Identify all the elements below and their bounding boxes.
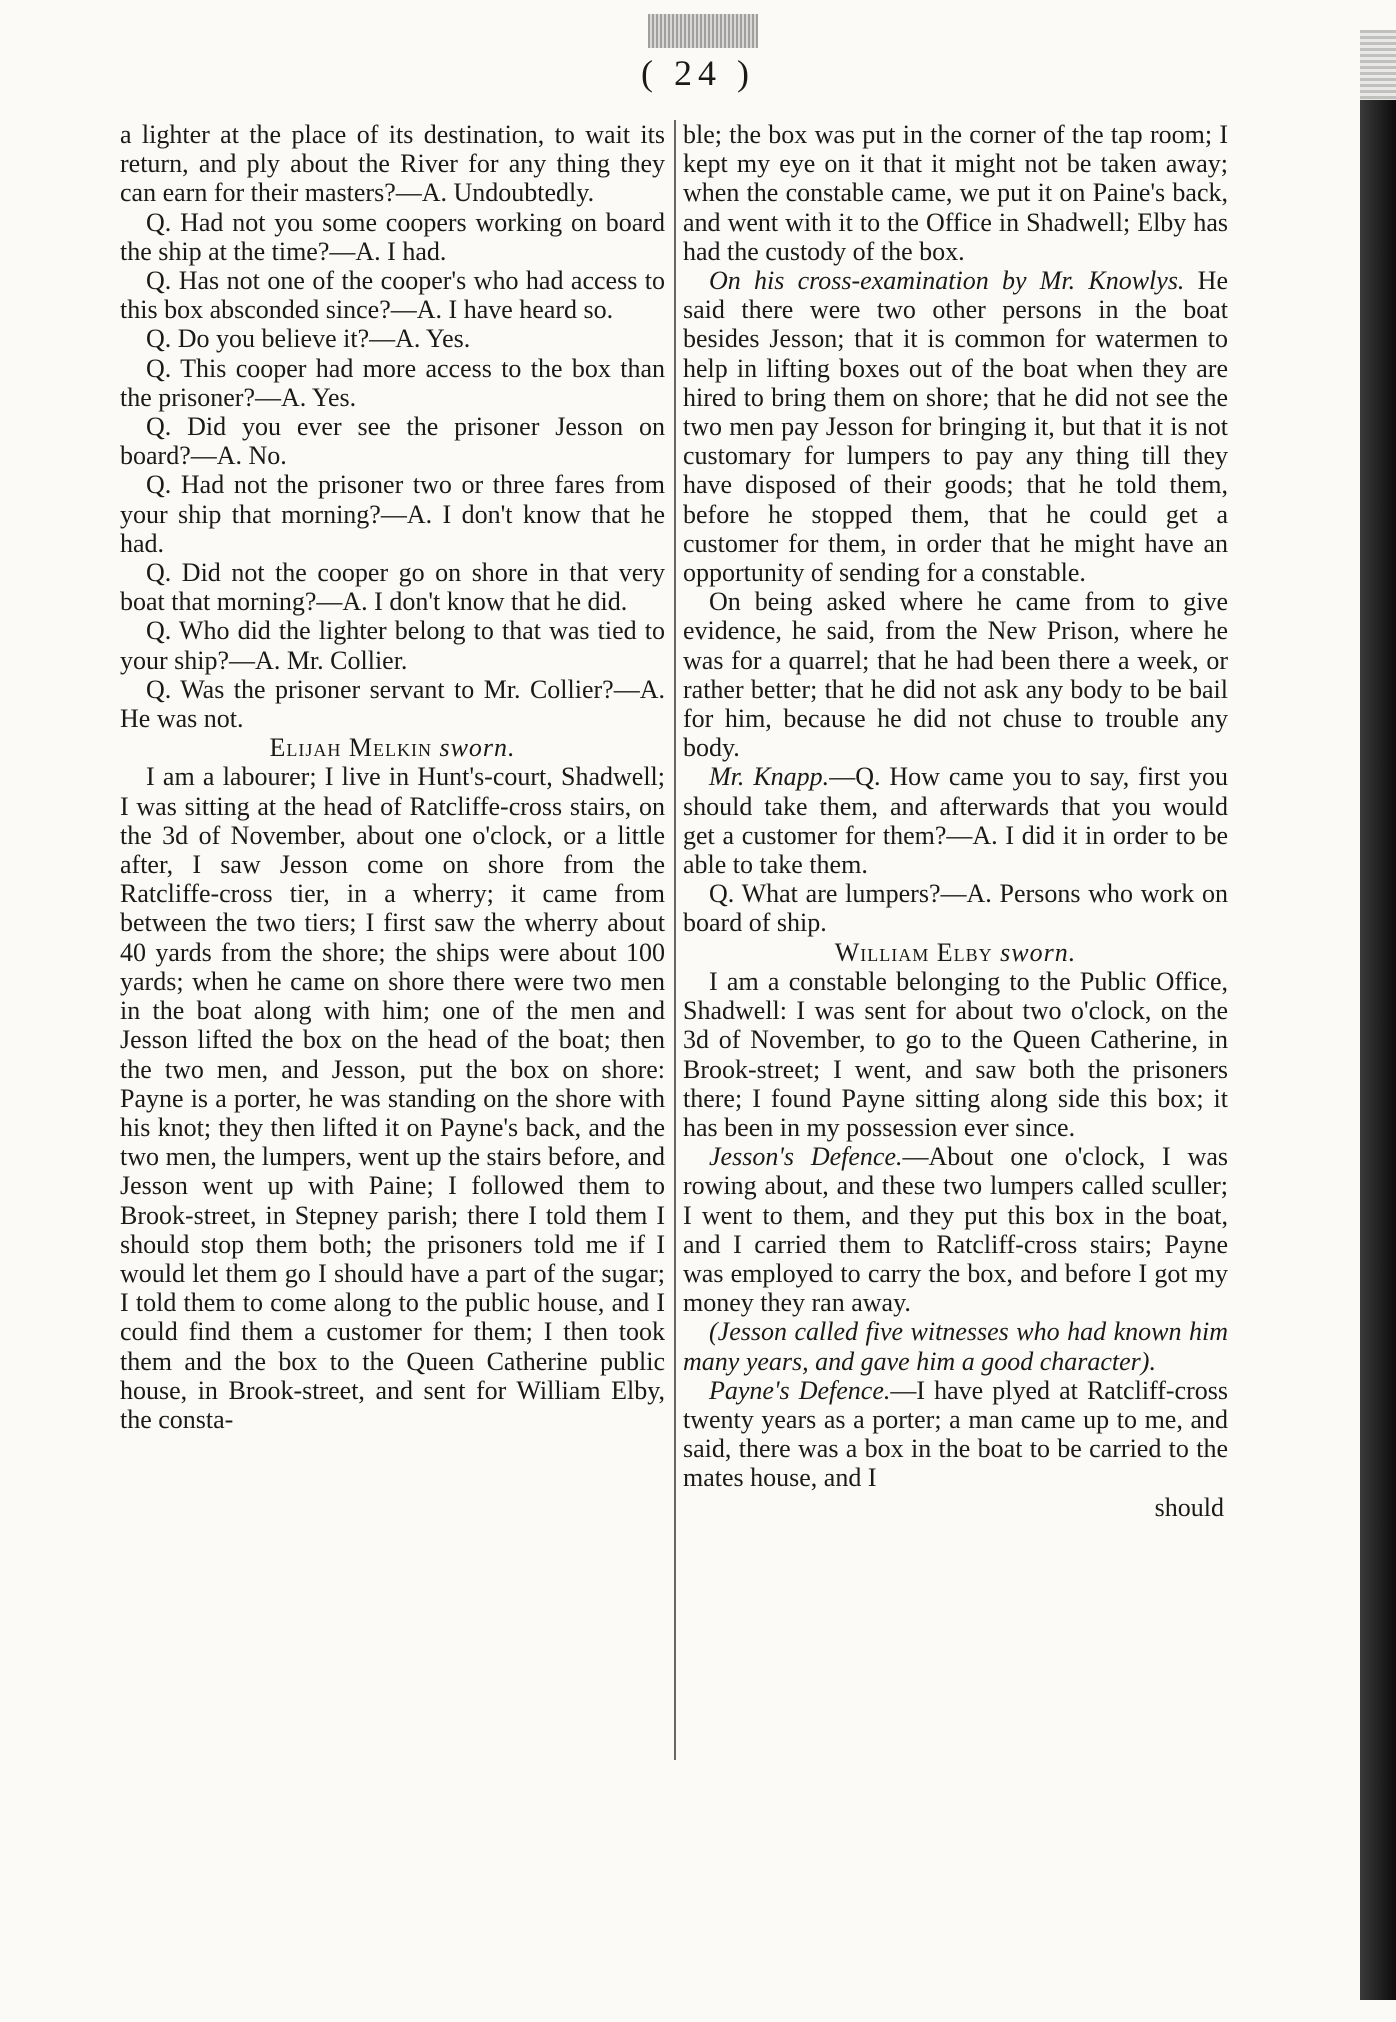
testimony-paragraph: I am a constable belonging to the Public Office, Shadwell: I was sent for about two o'clock, on the 3d of November, to go to the Queen Catherine, in Brook-street; I went, and saw both the prisoners there; I found Payne sitting along side this box; it has been in my possession ever since. (683, 966, 1228, 1142)
witness-name: William Elby (834, 937, 993, 967)
right-column (683, 120, 1228, 1760)
left-column (120, 120, 665, 1760)
examination-text: —Q. How came you to say, first you should take them, and afterwards that you would get a customer for them?—A. I did it in order to be able to take them. (683, 762, 1228, 880)
examination-paragraph (683, 762, 1228, 879)
page-number: ( 24 ) (641, 53, 755, 93)
question-answer: Q. Do you believe it?—A. Yes. (146, 324, 471, 354)
question-answer: Q. This cooper had more access to the box than the prisoner?—A. Yes. (120, 353, 665, 412)
question-answer: Q. Has not one of the cooper's who had access to this box absconded since?—A. I have heard so. (120, 266, 665, 325)
question-answer: Q. Had not the prisoner two or three fares from your ship that morning?—A. I don't know that he had. (120, 470, 665, 558)
cross-examination-text: He said there were two other persons in the boat besides Jesson; that it is common for watermen to help in lifting boxes out of the boat when they are hired to bring them on shore; that he did not see the two men pay Jesson for bringing it, but that it is not customary for lumpers to pay any thing till they have disposed of their goods; that he told them, before he stopped them, that he could get a customer for them, in order that he might have an opportunity of sending for a constable. (683, 266, 1228, 588)
cross-examination-label: On his cross-examination by Mr. Knowlys. (709, 266, 1185, 296)
paragraph: a lighter at the place of its destination, to wait its return, and ply about the River for any thing they can earn for their masters?—A. Undoubtedly. (120, 120, 665, 208)
question-answer: Q. Did you ever see the prisoner Jesson on board?—A. No. (120, 412, 665, 471)
defence-text: —I have plyed at Ratcliff-cross twenty years as a porter; a man came up to me, and said, there was a box in the boat to be carried to the mates house, and I (683, 1375, 1228, 1493)
question-answer: Q. Who did the lighter belong to that was tied to your ship?—A. Mr. Collier. (120, 616, 665, 675)
defence-label: Jesson's Defence. (709, 1142, 903, 1172)
testimony-paragraph: I am a labourer; I live in Hunt's-court, Shadwell; I was sitting at the head of Ratcliffe-cross stairs, on the 3d of November, about one o'clock, or a little after, I saw Jesson come on shore from the Ratcliffe-cross tier, in a wherry; it came from between the two tiers; I first saw the wherry about 40 yards from the shore; the ships were about 100 yards; when he came on shore there were two men in the boat along with him; one of the men and Jesson lifted the box on the head of the boat; then the two men, and Jesson, put the box on shore: Payne is a porter, he was standing on the shore with his knot; they then lifted it on Payne's back, and the two men, the lumpers, went up the stairs before, and Jesson went up with Paine; I followed them to Brook-street, in Stepney parish; there I told them I should stop them both; the prisoners told me if I would let them go I should have a part of the sugar; I told them to come along to the public house, and I could find them a customer for them; I then took them and the box to the Queen Catherine public house, in Brook-street, and sent for William Elby, the consta- (120, 762, 665, 1434)
witness-name: Elijah Melkin (269, 733, 432, 763)
paragraph: ble; the box was put in the corner of the tap room; I kept my eye on it that it might not be taken away; when the constable came, we put it on Paine's back, and went with it to the Office in Shadwell; Elby has had the custody of the box. (683, 120, 1228, 266)
question-answer: Q. What are lumpers?—A. Persons who work on board of ship. (683, 879, 1228, 938)
cross-examination-paragraph (683, 266, 1228, 587)
question-answer: Q. Did not the cooper go on shore in that very boat that morning?—A. I don't know that he did. (120, 558, 665, 617)
witness-sworn: sworn. (439, 733, 516, 763)
head-ornament (648, 14, 758, 48)
question-answer: Q. Had not you some coopers working on board the ship at the time?—A. I had. (120, 207, 665, 266)
defence-text: —About one o'clock, I was rowing about, and these two lumpers called sculler; I went to them, and they put this box in the boat, and I carried them to Ratcliff-cross stairs; Payne was employed to carry the box, and before I got my money they ran away. (683, 1142, 1228, 1318)
column-rule (674, 120, 676, 1760)
catchword: should (1154, 1492, 1224, 1522)
witness-heading (683, 938, 1228, 967)
paragraph: On being asked where he came from to give evidence, he said, from the New Prison, where he was for a quarrel; that he had been there a week, or rather better; that he did not ask any body to be bail for him, because he did not chuse to trouble any body. (683, 587, 1228, 763)
witness-sworn: sworn. (1000, 937, 1077, 967)
witness-note: (Jesson called five witnesses who had known him many years, and gave him a good character). (683, 1317, 1228, 1376)
defence-paragraph (683, 1376, 1228, 1493)
question-answer: Q. Was the prisoner servant to Mr. Collier?—A. He was not. (120, 674, 665, 734)
defence-label: Payne's Defence. (709, 1375, 891, 1405)
defence-paragraph (683, 1142, 1228, 1317)
page-edge-shadow (1360, 100, 1396, 2000)
witness-heading (120, 733, 665, 762)
examiner-label: Mr. Knapp. (709, 762, 830, 792)
